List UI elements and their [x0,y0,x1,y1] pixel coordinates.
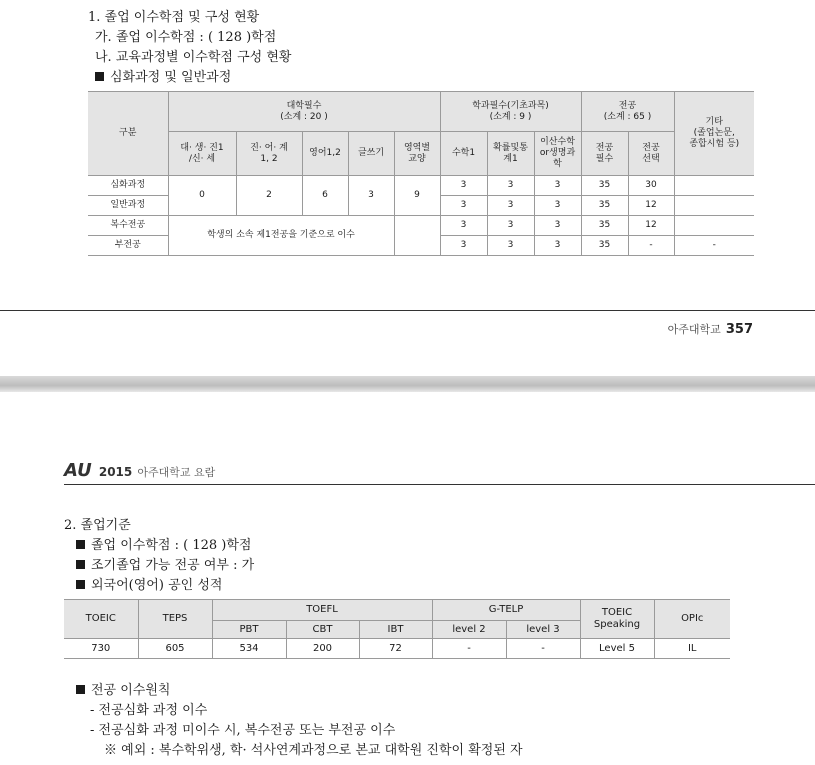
cell: 3 [534,176,581,196]
cell: 2 [236,176,302,216]
row-label: 복수전공 [88,216,168,236]
cell: 12 [628,196,674,216]
cell [674,216,754,236]
header-title: 아주대학교 요람 [137,466,216,479]
cell: 72 [359,639,432,659]
header-teps: TEPS [138,600,212,639]
header-c4: 글쓰기 [348,132,394,176]
exception-note: ※ 예외 : 복수학위생, 학· 석사연계과정으로 본교 대학원 진학이 확정된 자 [104,743,523,758]
au-logo: AU [64,460,92,481]
bullet-major-principle: 전공 이수원칙 [76,683,170,699]
row-label: 심화과정 [88,176,168,196]
table-row [88,216,754,236]
header-toeic: TOEIC [64,600,138,639]
cell: 12 [628,216,674,236]
page-footer [668,318,753,337]
table-row [64,639,730,659]
table-row [88,176,754,196]
header-c10: 전공 선택 [628,132,674,176]
header-univ-required: 대학필수 (소계 : 20 ) [168,92,440,132]
cell: 30 [628,176,674,196]
header-other: 기타 (졸업논문, 종합시험 등) [674,92,754,176]
cell: 3 [534,216,581,236]
header-major: 전공 (소계 : 65 ) [581,92,674,132]
subheading-text: 심화과정 및 일반과정 [110,70,232,85]
subheading-intensive-general [95,70,231,86]
row-label: 일반과정 [88,196,168,216]
cell [674,176,754,196]
cell: Level 5 [580,639,654,659]
cell: - [674,236,754,256]
cell: 35 [581,176,628,196]
header-c8: 이산수학 or생명과 학 [534,132,581,176]
bullet-graduation-credits: 졸업 이수학점 : ( 128 )학점 [76,538,251,554]
cell: - [506,639,580,659]
cell: IL [654,639,730,659]
header-c1: 대· 생· 진1 /신· 세 [168,132,236,176]
cell: 3 [487,196,534,216]
square-bullet-icon [76,560,85,569]
footer-rule [0,310,815,311]
header-c3: 영어1,2 [302,132,348,176]
cell: - [628,236,674,256]
square-bullet-icon [76,685,85,694]
cell: 730 [64,639,138,659]
cell: 35 [581,216,628,236]
cell [394,216,440,256]
row-label: 부전공 [88,236,168,256]
section2-heading: 2. 졸업기준 [64,518,131,533]
header-ibt: IBT [359,621,432,639]
page-header [64,460,215,481]
cell: 605 [138,639,212,659]
cell: 0 [168,176,236,216]
header-toefl: TOEFL [212,600,432,621]
cell: 9 [394,176,440,216]
header-c7: 확률및통 계1 [487,132,534,176]
cell [674,196,754,216]
bullet-english-score: 외국어(영어) 공인 성적 [76,578,222,594]
credit-composition-table [88,91,754,256]
page-separator [0,376,815,392]
header-opic: OPIc [654,600,730,639]
cell: 3 [487,216,534,236]
cell: 3 [348,176,394,216]
cell: 534 [212,639,286,659]
header-gubun: 구분 [88,92,168,176]
header-gtelp: G-TELP [432,600,580,621]
header-cbt: CBT [286,621,359,639]
page-number: 357 [725,322,753,337]
major-rule-1: - 전공심화 과정 이수 [90,703,208,718]
cell: 3 [534,236,581,256]
header-year: 2015 [98,465,133,479]
major-rule-2: - 전공심화 과정 미이수 시, 복수전공 또는 부전공 이수 [90,723,396,738]
square-bullet-icon [95,72,104,81]
header-c6: 수학1 [440,132,487,176]
square-bullet-icon [76,580,85,589]
header-c9: 전공 필수 [581,132,628,176]
header-toeic-speaking: TOEIC Speaking [580,600,654,639]
cell: 3 [440,196,487,216]
curriculum-credits-line: 나. 교육과정별 이수학점 구성 현황 [95,50,292,65]
cell: 35 [581,236,628,256]
footer-school: 아주대학교 [667,323,721,336]
header-level3: level 3 [506,621,580,639]
cell: 200 [286,639,359,659]
graduation-credits-line: 가. 졸업 이수학점 : ( 128 )학점 [95,30,277,45]
cell: 3 [487,236,534,256]
square-bullet-icon [76,540,85,549]
cell: 3 [487,176,534,196]
cell: 35 [581,196,628,216]
cell: 3 [440,236,487,256]
cell: 3 [440,176,487,196]
header-dept-required: 학과필수(기초과목) (소계 : 9 ) [440,92,581,132]
cell: 3 [440,216,487,236]
english-score-table [64,599,730,659]
cell-primary-major-note: 학생의 소속 제1전공을 기준으로 이수 [168,216,394,256]
cell: 6 [302,176,348,216]
header-level2: level 2 [432,621,506,639]
header-rule [64,484,815,485]
cell: - [432,639,506,659]
bullet-early-graduation: 조기졸업 가능 전공 여부 : 가 [76,558,254,574]
cell: 3 [534,196,581,216]
header-c5: 영역별 교양 [394,132,440,176]
header-pbt: PBT [212,621,286,639]
header-c2: 진· 어· 계 1, 2 [236,132,302,176]
section1-heading: 1. 졸업 이수학점 및 구성 현황 [88,10,260,25]
